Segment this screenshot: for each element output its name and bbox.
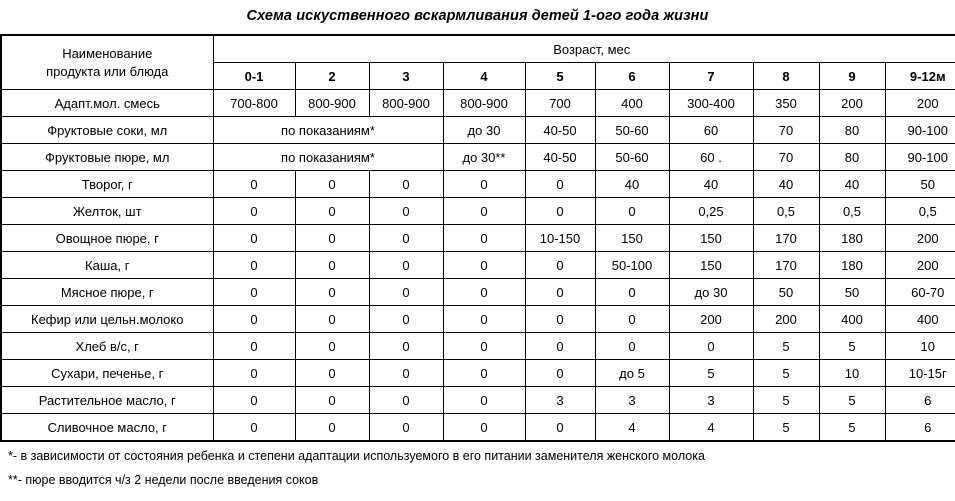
feeding-schedule-table	[0, 34, 955, 442]
row-label: Мясное пюре, г	[1, 279, 213, 306]
cell: 80	[819, 117, 885, 144]
cell: 0,25	[669, 198, 753, 225]
cell: 0	[213, 198, 295, 225]
table-head	[1, 35, 955, 90]
cell: 0	[369, 225, 443, 252]
cell: 700-800	[213, 90, 295, 117]
row-label: Желток, шт	[1, 198, 213, 225]
cell: 0	[369, 306, 443, 333]
page-title: Схема искуственного вскармливания детей 1-ого года жизни	[246, 8, 709, 24]
row-label: Сухари, печенье, г	[1, 360, 213, 387]
age-col-5: 6	[595, 63, 669, 90]
cell: 0	[213, 414, 295, 442]
cell: 0	[669, 333, 753, 360]
cell: 0	[295, 306, 369, 333]
cell: 0	[595, 279, 669, 306]
cell: 50	[819, 279, 885, 306]
row-label: Овощное пюре, г	[1, 225, 213, 252]
age-col-0: 0-1	[213, 63, 295, 90]
cell: 6	[885, 414, 955, 442]
cell: до 30	[669, 279, 753, 306]
cell: 180	[819, 225, 885, 252]
cell: 0	[369, 198, 443, 225]
cell: 0	[525, 279, 595, 306]
cell: 0	[369, 333, 443, 360]
cell: 0	[295, 360, 369, 387]
cell: 0	[213, 306, 295, 333]
cell-merged-note: по показаниям*	[213, 117, 443, 144]
cell: 200	[819, 90, 885, 117]
cell: 0	[525, 414, 595, 442]
cell: 5	[753, 414, 819, 442]
cell: 0	[369, 252, 443, 279]
cell: 0	[525, 333, 595, 360]
cell: 3	[669, 387, 753, 414]
cell: 400	[595, 90, 669, 117]
cell: 0,5	[819, 198, 885, 225]
cell: 5	[819, 414, 885, 442]
cell: 5	[819, 387, 885, 414]
cell: 0	[295, 225, 369, 252]
cell: 0	[525, 198, 595, 225]
cell: 40	[595, 171, 669, 198]
row-label: Сливочное масло, г	[1, 414, 213, 442]
cell: 170	[753, 252, 819, 279]
cell: 90-100	[885, 117, 955, 144]
age-col-7: 8	[753, 63, 819, 90]
cell: 200	[885, 252, 955, 279]
cell: 60 .	[669, 144, 753, 171]
cell: 0	[295, 414, 369, 442]
cell: 0	[369, 171, 443, 198]
table-row	[1, 387, 955, 414]
cell: 0	[595, 198, 669, 225]
cell: до 30	[443, 117, 525, 144]
cell: 40	[753, 171, 819, 198]
age-col-9: 9-12м	[885, 63, 955, 90]
cell: 10-150	[525, 225, 595, 252]
cell: 300-400	[669, 90, 753, 117]
cell: 50	[753, 279, 819, 306]
name-column-header	[1, 35, 213, 90]
cell: 60-70	[885, 279, 955, 306]
cell: 0	[369, 387, 443, 414]
cell: 350	[753, 90, 819, 117]
cell: 5	[753, 360, 819, 387]
cell: 0	[295, 333, 369, 360]
name-header-line1: Наименование	[62, 45, 153, 61]
table-row	[1, 90, 955, 117]
cell: 40-50	[525, 117, 595, 144]
cell: 50-60	[595, 144, 669, 171]
cell: 80	[819, 144, 885, 171]
cell: 4	[669, 414, 753, 442]
cell: 0	[295, 279, 369, 306]
cell: 0	[295, 198, 369, 225]
cell: 0	[443, 360, 525, 387]
cell: 40	[669, 171, 753, 198]
row-label: Каша, г	[1, 252, 213, 279]
cell: до 30**	[443, 144, 525, 171]
cell: 5	[753, 387, 819, 414]
age-col-2: 3	[369, 63, 443, 90]
cell: 0	[525, 171, 595, 198]
cell: 0	[525, 252, 595, 279]
cell: 170	[753, 225, 819, 252]
cell: 0,5	[885, 198, 955, 225]
cell: 5	[819, 333, 885, 360]
table-row	[1, 306, 955, 333]
table-row	[1, 171, 955, 198]
cell: 200	[669, 306, 753, 333]
cell: 0	[213, 387, 295, 414]
cell: 400	[819, 306, 885, 333]
cell: 150	[669, 252, 753, 279]
table-row	[1, 117, 955, 144]
cell: 90-100	[885, 144, 955, 171]
cell: 0	[595, 306, 669, 333]
cell: 0	[369, 279, 443, 306]
cell: 400	[885, 306, 955, 333]
cell: 3	[525, 387, 595, 414]
cell: 0	[295, 171, 369, 198]
document-page	[0, 8, 955, 501]
table-row	[1, 360, 955, 387]
table-row	[1, 414, 955, 442]
cell: 200	[885, 90, 955, 117]
cell: 0	[443, 414, 525, 442]
cell: 50	[885, 171, 955, 198]
cell: 0	[443, 252, 525, 279]
cell: 800-900	[295, 90, 369, 117]
cell: 0	[213, 360, 295, 387]
cell: 0	[443, 279, 525, 306]
cell-merged-note: по показаниям*	[213, 144, 443, 171]
footnote-double-asterisk: **- пюре вводится ч/з 2 недели после введения соков	[8, 473, 319, 487]
row-label: Фруктовые соки, мл	[1, 117, 213, 144]
cell: 40-50	[525, 144, 595, 171]
age-col-6: 7	[669, 63, 753, 90]
age-group-header: Возраст, мес	[213, 35, 955, 63]
cell: 10-15г	[885, 360, 955, 387]
cell: 0	[213, 333, 295, 360]
cell: 800-900	[369, 90, 443, 117]
cell: 150	[669, 225, 753, 252]
cell: 0,5	[753, 198, 819, 225]
age-col-1: 2	[295, 63, 369, 90]
footnote-single-asterisk: *- в зависимости от состояния ребенка и степени адаптации используемого в его питании заменителя женского молока	[8, 449, 705, 463]
table-row	[1, 144, 955, 171]
cell: 50-100	[595, 252, 669, 279]
cell: 800-900	[443, 90, 525, 117]
table-row	[1, 198, 955, 225]
cell: 10	[819, 360, 885, 387]
cell: 150	[595, 225, 669, 252]
cell: 0	[213, 279, 295, 306]
cell: 0	[595, 333, 669, 360]
cell: 5	[669, 360, 753, 387]
name-header-line2: продукта или блюда	[46, 63, 169, 79]
cell: 60	[669, 117, 753, 144]
cell: 0	[443, 333, 525, 360]
cell: 0	[369, 360, 443, 387]
table-row	[1, 252, 955, 279]
age-col-3: 4	[443, 63, 525, 90]
cell: 70	[753, 144, 819, 171]
age-col-4: 5	[525, 63, 595, 90]
cell: 40	[819, 171, 885, 198]
cell: 50-60	[595, 117, 669, 144]
table-row	[1, 333, 955, 360]
cell: 200	[753, 306, 819, 333]
cell: 0	[525, 360, 595, 387]
cell: 0	[213, 225, 295, 252]
cell: 0	[443, 306, 525, 333]
cell: 200	[885, 225, 955, 252]
cell: 0	[295, 252, 369, 279]
table-row	[1, 279, 955, 306]
cell: 0	[443, 387, 525, 414]
cell: 700	[525, 90, 595, 117]
cell: 5	[753, 333, 819, 360]
cell: до 5	[595, 360, 669, 387]
cell: 180	[819, 252, 885, 279]
cell: 3	[595, 387, 669, 414]
cell: 0	[213, 252, 295, 279]
table-row	[1, 225, 955, 252]
header-row-top	[1, 35, 955, 63]
cell: 6	[885, 387, 955, 414]
cell: 0	[213, 171, 295, 198]
cell: 0	[443, 171, 525, 198]
cell: 0	[443, 198, 525, 225]
row-label: Растительное масло, г	[1, 387, 213, 414]
row-label: Хлеб в/с, г	[1, 333, 213, 360]
row-label: Кефир или цельн.молоко	[1, 306, 213, 333]
cell: 0	[295, 387, 369, 414]
cell: 10	[885, 333, 955, 360]
cell: 70	[753, 117, 819, 144]
cell: 0	[525, 306, 595, 333]
table-body	[1, 90, 955, 442]
row-label: Фруктовые пюре, мл	[1, 144, 213, 171]
row-label: Творог, г	[1, 171, 213, 198]
row-label: Адапт.мол. смесь	[1, 90, 213, 117]
cell: 0	[443, 225, 525, 252]
age-col-8: 9	[819, 63, 885, 90]
cell: 4	[595, 414, 669, 442]
cell: 0	[369, 414, 443, 442]
